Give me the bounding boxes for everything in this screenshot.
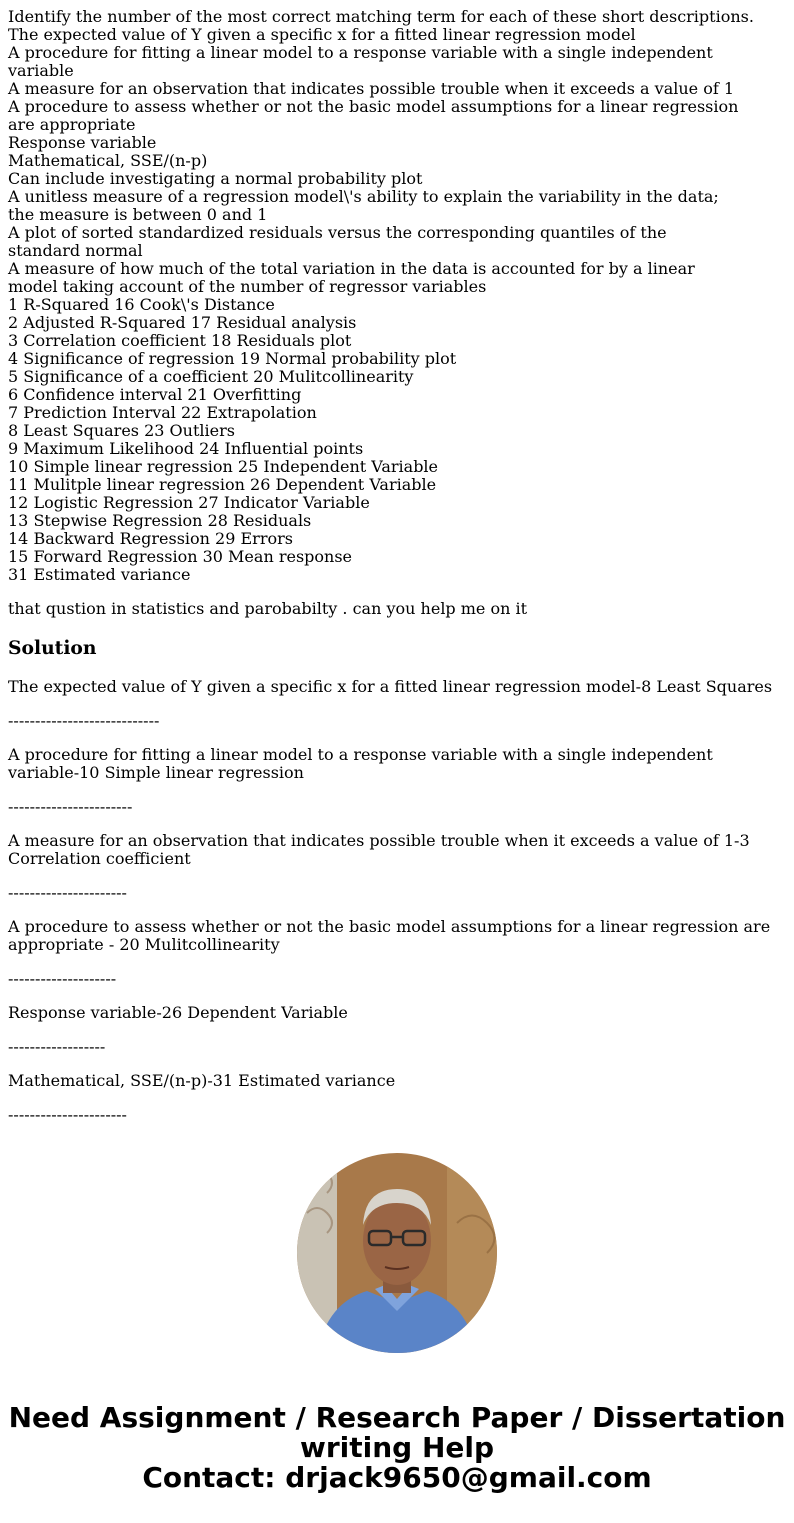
solution-answer: A procedure for fitting a linear model to a response variable with a single independent variable-10 Simple linear regression [8,745,713,782]
term-list-line: 31 Estimated variance [8,565,191,584]
question-line: the measure is between 0 and 1 [8,205,268,224]
face [363,1197,431,1285]
term-list-line: 13 Stepwise Regression 28 Residuals [8,511,312,530]
term-list-line: 7 Prediction Interval 22 Extrapolation [8,403,317,422]
solution-body [8,678,786,1124]
solution-answer: Response variable-26 Dependent Variable [8,1003,348,1022]
term-list-line: 6 Confidence interval 21 Overfitting [8,385,302,404]
question-text [8,8,786,584]
solution-divider: -------------------- [8,969,117,988]
term-list-line: 11 Mulitple linear regression 26 Dependent Variable [8,475,437,494]
question-line: standard normal [8,241,143,260]
question-line: Can include investigating a normal probability plot [8,169,423,188]
solution-divider: ---------------------- [8,1105,127,1124]
question-line: A procedure to assess whether or not the basic model assumptions for a linear regression [8,97,739,116]
term-list-line: 5 Significance of a coefficient 20 Mulitcollinearity [8,367,414,386]
question-line: A measure for an observation that indicates possible trouble when it exceeds a value of 1 [8,79,735,98]
promo-banner [0,1403,794,1493]
term-list-line: 14 Backward Regression 29 Errors [8,529,293,548]
question-line: A plot of sorted standardized residuals versus the corresponding quantiles of the [8,223,667,242]
question-note: that qustion in statistics and parobabilty . can you help me on it [8,599,528,618]
term-list-line: 4 Significance of regression 19 Normal probability plot [8,349,457,368]
solution-divider: ------------------ [8,1037,106,1056]
question-line: Mathematical, SSE/(n-p) [8,151,208,170]
tutor-portrait-icon [297,1153,497,1353]
solution-answer: Mathematical, SSE/(n-p)-31 Estimated variance [8,1071,396,1090]
solution-divider: ----------------------- [8,797,133,816]
term-list-line: 2 Adjusted R-Squared 17 Residual analysis [8,313,357,332]
question-line: variable [8,61,74,80]
promo-contact: Contact: drjack9650@gmail.com [142,1461,652,1494]
term-list-line: 12 Logistic Regression 27 Indicator Variable [8,493,370,512]
question-line: model taking account of the number of regressor variables [8,277,487,296]
promo-line: Need Assignment / Research Paper / Dissertation [8,1401,786,1434]
question-line: Identify the number of the most correct matching term for each of these short descriptions. [8,7,754,26]
solution-answer: A procedure to assess whether or not the basic model assumptions for a linear regression are appropriate - 20 Mulitcollinearity [8,917,771,954]
solution-divider: ---------------------------- [8,711,160,730]
solution-answer: The expected value of Y given a specific x for a fitted linear regression model-8 Least Squares [8,677,773,696]
question-line: The expected value of Y given a specific x for a fitted linear regression model [8,25,636,44]
question-line: A unitless measure of a regression model\'s ability to explain the variability in the data; [8,187,719,206]
term-list-line: 10 Simple linear regression 25 Independent Variable [8,457,439,476]
promo-line: writing Help [299,1431,495,1464]
tutor-avatar [297,1153,497,1353]
solution-divider: ---------------------- [8,883,127,902]
question-line: are appropriate [8,115,136,134]
term-list-line: 9 Maximum Likelihood 24 Influential points [8,439,364,458]
question-line: Response variable [8,133,157,152]
term-list-line: 3 Correlation coefficient 18 Residuals plot [8,331,352,350]
term-list-line: 8 Least Squares 23 Outliers [8,421,235,440]
solution-answer: A measure for an observation that indicates possible trouble when it exceeds a value of 1-3 Correlation coefficient [8,831,750,868]
question-line: A procedure for fitting a linear model to a response variable with a single independent [8,43,713,62]
solution-heading: Solution [8,637,97,659]
question-line: A measure of how much of the total variation in the data is accounted for by a linear [8,259,695,278]
term-list-line: 15 Forward Regression 30 Mean response [8,547,353,566]
term-list-line: 1 R-Squared 16 Cook\'s Distance [8,295,275,314]
